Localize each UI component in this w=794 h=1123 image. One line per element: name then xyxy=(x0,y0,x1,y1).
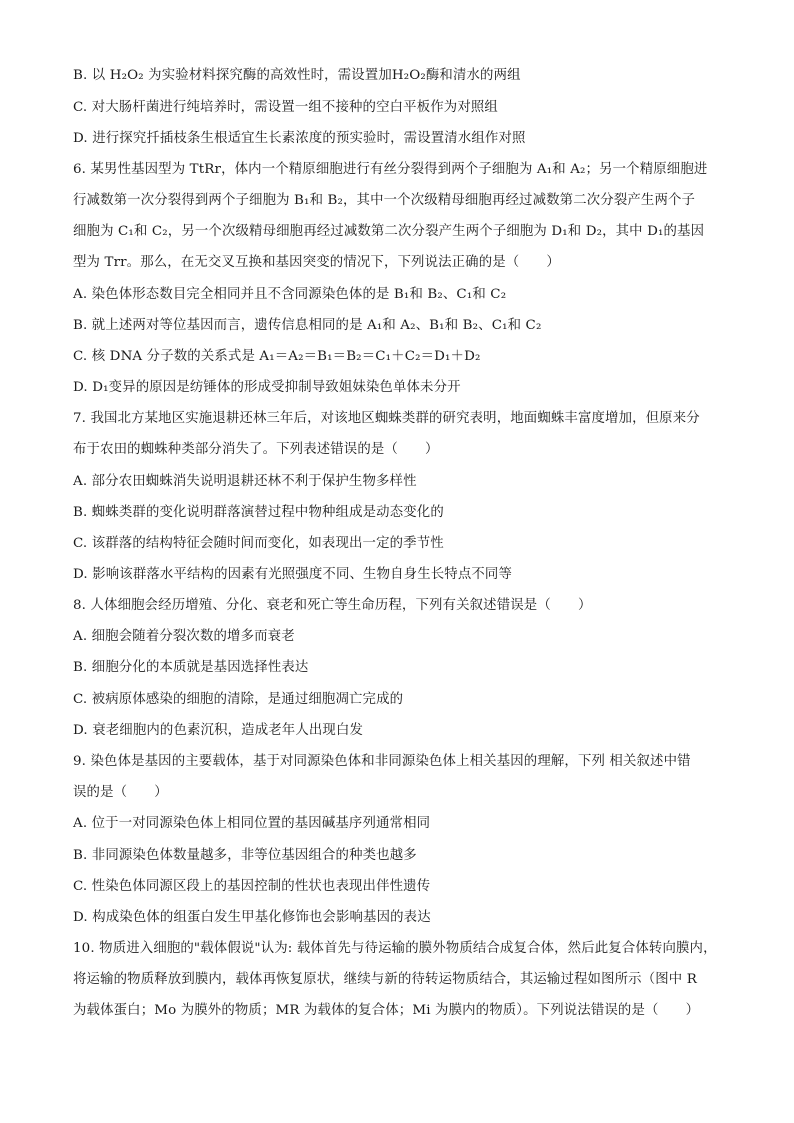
question-6-line-1: 6. 某男性基因型为 TtRr，体内一个精原细胞进行有丝分裂得到两个子细胞为 A₁和 A₂；另一个精原细胞进 xyxy=(73,162,708,177)
option-6a: A. 染色体形态数目完全相同并且不含同源染色体的是 B₁和 B₂、C₁和 C₂ xyxy=(73,287,507,302)
option-6c: C. 核 DNA 分子数的关系式是 A₁＝A₂＝B₁＝B₂＝C₁＋C₂＝D₁＋D₂ xyxy=(73,349,481,364)
option-7d: D. 影响该群落水平结构的因素有光照强度不同、生物自身生长特点不同等 xyxy=(73,567,512,582)
option-8c: C. 被病原体感染的细胞的清除，是通过细胞凋亡完成的 xyxy=(73,692,404,707)
option-6b: B. 就上述两对等位基因而言，遗传信息相同的是 A₁和 A₂、B₁和 B₂、C₁和 C₂ xyxy=(73,318,542,333)
option-7b: B. 蜘蛛类群的变化说明群落演替过程中物种组成是动态变化的 xyxy=(73,505,444,520)
option-9c: C. 性染色体同源区段上的基因控制的性状也表现出伴性遗传 xyxy=(73,879,431,894)
question-8: 8. 人体细胞会经历增殖、分化、衰老和死亡等生命历程，下列有关叙述错误是（ ） xyxy=(73,598,592,613)
option-5d: D. 进行探究扦插枝条生根适宜生长素浓度的预实验时，需设置清水组作对照 xyxy=(73,131,526,146)
question-9-line-2: 误的是（ ） xyxy=(73,785,168,800)
option-5c: C. 对大肠杆菌进行纯培养时，需设置一组不接种的空白平板作为对照组 xyxy=(73,100,498,115)
option-7c: C. 该群落的结构特征会随时间而变化，如表现出一定的季节性 xyxy=(73,536,444,551)
option-5b: B. 以 H₂O₂ 为实验材料探究酶的高效性时，需设置加H₂O₂酶和清水的两组 xyxy=(73,68,521,83)
question-6-line-2: 行减数第一次分裂得到两个子细胞为 B₁和 B₂，其中一个次级精母细胞再经过减数第二次分裂产生两个子 xyxy=(73,193,696,208)
question-10-line-1: 10. 物质进入细胞的"载体假说"认为: 载体首先与待运输的膜外物质结合成复合体，然后此复合体转向膜内， xyxy=(73,941,717,956)
option-6d: D. D₁变异的原因是纺锤体的形成受抑制导致姐妹染色单体未分开 xyxy=(73,380,461,395)
option-9b: B. 非同源染色体数量越多，非等位基因组合的种类也越多 xyxy=(73,848,417,863)
option-8a: A. 细胞会随着分裂次数的增多而衰老 xyxy=(73,629,295,644)
question-10-line-2: 将运输的物质释放到膜内，载体再恢复原状，继续与新的待转运物质结合，其运输过程如图所示（图中 R xyxy=(73,972,697,987)
option-7a: A. 部分农田蜘蛛消失说明退耕还林不利于保护生物多样性 xyxy=(73,474,417,489)
option-9d: D. 构成染色体的组蛋白发生甲基化修饰也会影响基因的表达 xyxy=(73,910,431,925)
question-7-line-2: 布于农田的蜘蛛种类部分消失了。下列表述错误的是（ ） xyxy=(73,442,439,457)
question-10-line-3: 为载体蛋白；Mo 为膜外的物质；MR 为载体的复合体；Mi 为膜内的物质）。下列说法错误的是（ ） xyxy=(73,1003,700,1018)
option-8d: D. 衰老细胞内的色素沉积，造成老年人出现白发 xyxy=(73,723,364,738)
question-9-line-1: 9. 染色体是基因的主要载体，基于对同源染色体和非同源染色体上相关基因的理解，下列 相关叙述中错 xyxy=(73,754,691,769)
option-8b: B. 细胞分化的本质就是基因选择性表达 xyxy=(73,660,309,675)
option-9a: A. 位于一对同源染色体上相同位置的基因碱基序列通常相同 xyxy=(73,816,431,831)
question-7-line-1: 7. 我国北方某地区实施退耕还林三年后，对该地区蜘蛛类群的研究表明，地面蜘蛛丰富度增加，但原来分 xyxy=(73,411,700,426)
question-6-line-3: 细胞为 C₁和 C₂，另一个次级精母细胞再经过减数第二次分裂产生两个子细胞为 D₁和 D₂，其中 D₁的基因 xyxy=(73,224,705,239)
question-6-line-4: 型为 Trr。那么，在无交叉互换和基因突变的情况下，下列说法正确的是（ ） xyxy=(73,255,560,270)
